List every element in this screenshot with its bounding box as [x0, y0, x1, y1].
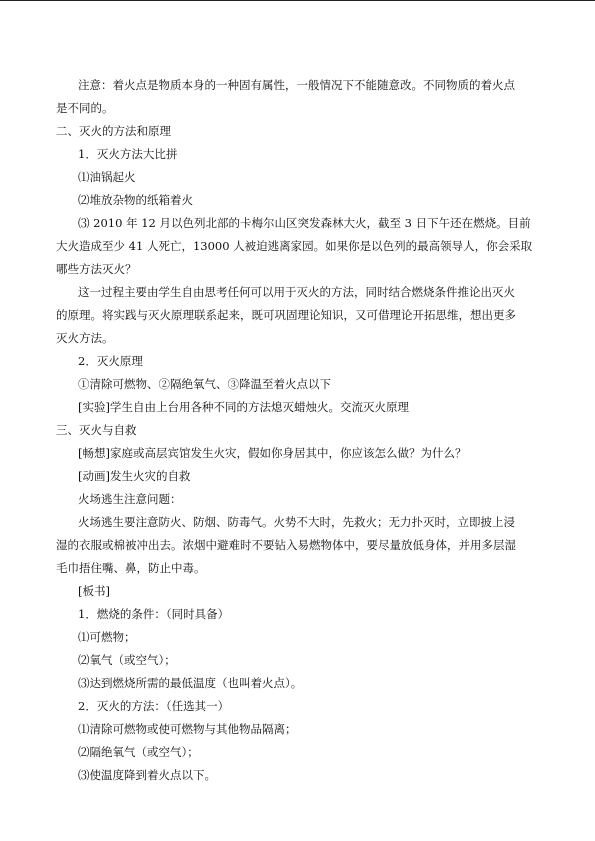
- subheading-principle: 2．灭火原理: [78, 354, 143, 368]
- imagine-prompt: [畅想]家庭或高层宾馆发生火灾，假如你身居其中，你应该怎么做？为什么？: [78, 446, 467, 460]
- case-3-line-2: 大火造成至少 41 人死亡，13000 人被迫逃离家园。如果你是以色列的最高领导人，你会采取: [56, 239, 533, 253]
- board-combustion-2: ⑵氧气（或空气）；: [78, 653, 176, 667]
- board-extinguish-2: ⑵隔绝氧气（或空气）；: [78, 745, 199, 759]
- board-combustion-1: ⑴可燃物；: [78, 630, 136, 644]
- note-line-1: 注意：着火点是物质本身的一种固有属性，一般情况下不能随意改。不同物质的着火点: [78, 78, 515, 92]
- experiment-note: [实验]学生自由上台用各种不同的方法熄灭蜡烛火。交流灭火原理: [78, 400, 409, 414]
- board-label: [板书]: [78, 584, 110, 598]
- case-3-line-1: ⑶ 2010 年 12 月以色列北部的卡梅尔山区突发森林大火，截至 3 日下午还在燃烧。目前: [78, 216, 531, 230]
- section-heading-2: 二、灭火的方法和原理: [56, 124, 171, 138]
- case-1: ⑴油锅起火: [78, 170, 136, 184]
- document-body: [56, 74, 546, 787]
- board-combustion-3: ⑶达到燃烧所需的最低温度（也叫着火点）。: [78, 676, 303, 690]
- board-extinguish-heading: 2．灭火的方法：（任选其一）: [78, 699, 230, 713]
- explain-line-2: 的原理。将实践与灭火原理联系起来，既可巩固理论知识，又可借理论开拓思维，想出更多: [56, 308, 516, 322]
- escape-line-2: 湿的衣服或棉被冲出去。浓烟中避难时不要钻入易燃物体中，要尽量放低身体，并用多层湿: [56, 538, 516, 552]
- page-top-rule: [0, 0, 595, 1]
- escape-line-1: 火场逃生要注意防火、防烟、防毒气。火势不大时，先救火；无力扑灭时，立即披上浸: [78, 515, 515, 529]
- case-3-line-3: 哪些方法灭火？: [56, 262, 137, 276]
- board-extinguish-3: ⑶使温度降到着火点以下。: [78, 768, 216, 782]
- explain-line-3: 灭火方法。: [56, 331, 114, 345]
- escape-heading: 火场逃生注意问题：: [78, 492, 182, 506]
- subheading-methods: 1．灭火方法大比拼: [78, 147, 178, 161]
- explain-line-1: 这一过程主要由学生自由思考任何可以用于灭火的方法，同时结合燃烧条件推论出灭火: [78, 285, 515, 299]
- board-combustion-heading: 1．燃烧的条件：（同时具备）: [78, 607, 230, 621]
- case-2: ⑵堆放杂物的纸箱着火: [78, 193, 193, 207]
- animation-note: [动画]发生火灾的自救: [78, 469, 191, 483]
- section-heading-3: 三、灭火与自救: [56, 423, 137, 437]
- principle-list: ①清除可燃物、②隔绝氧气、③降温至着火点以下: [78, 377, 331, 391]
- note-line-2: 是不同的。: [56, 101, 114, 115]
- escape-line-3: 毛巾捂住嘴、鼻，防止中毒。: [56, 561, 206, 575]
- board-extinguish-1: ⑴清除可燃物或使可燃物与其他物品隔离；: [78, 722, 297, 736]
